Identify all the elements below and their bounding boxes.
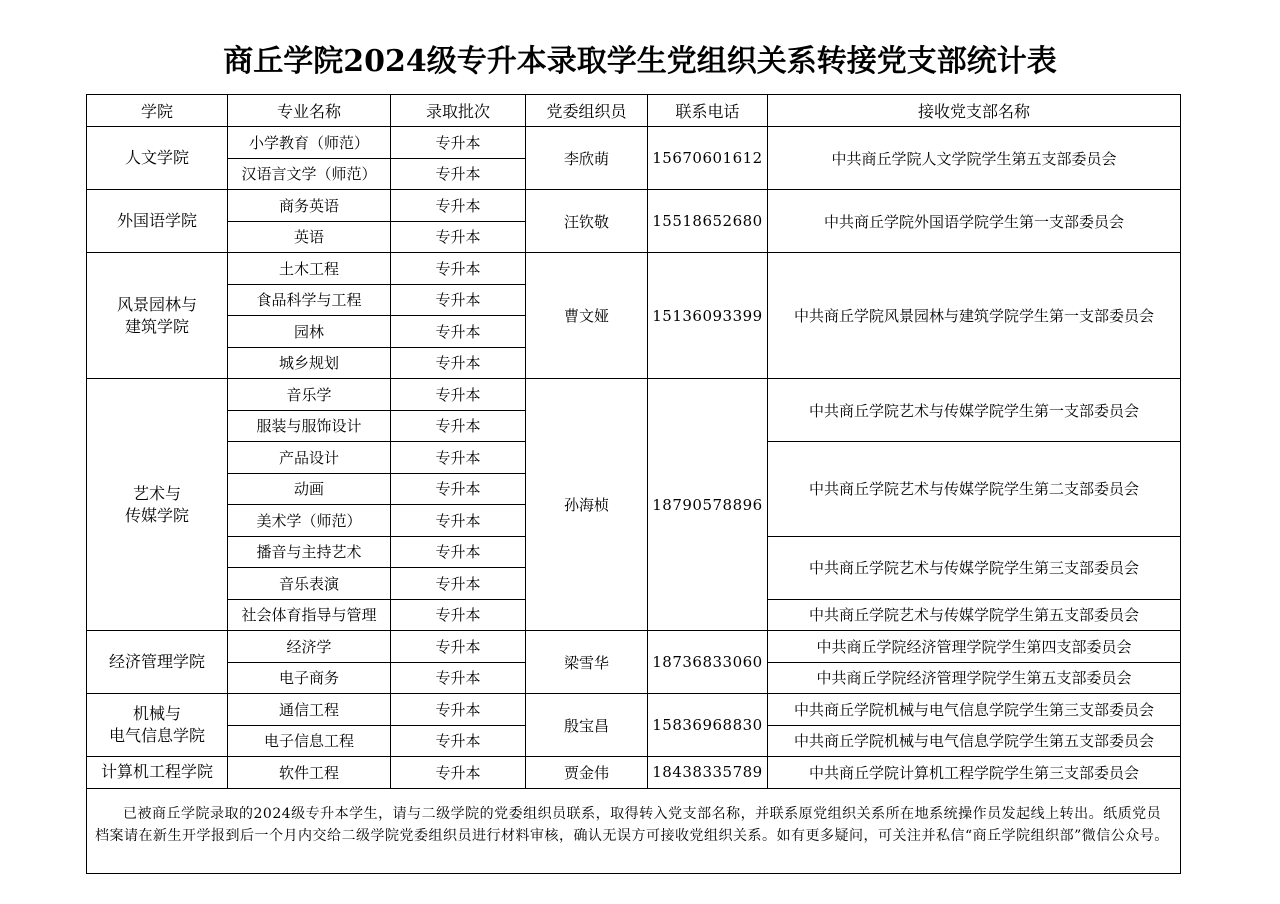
major-cell: 电子信息工程 [228,725,391,757]
batch-cell: 专升本 [391,568,526,600]
batch-cell: 专升本 [391,127,526,159]
note-row [87,788,1181,873]
branch-cell: 中共商丘学院艺术与传媒学院学生第一支部委员会 [768,379,1181,442]
batch-cell: 专升本 [391,379,526,411]
college-name-line1: 风景园林与 [116,294,197,314]
table-row [87,694,1181,726]
major-cell: 软件工程 [228,757,391,789]
phone-cell: 15518652680 [648,190,768,253]
college-cell: 人文学院 [87,127,228,190]
major-cell: 土木工程 [228,253,391,285]
major-cell: 通信工程 [228,694,391,726]
major-cell: 经济学 [228,631,391,663]
college-cell: 外国语学院 [87,190,228,253]
batch-cell: 专升本 [391,284,526,316]
batch-cell: 专升本 [391,473,526,505]
batch-cell: 专升本 [391,347,526,379]
organizer-cell: 梁雪华 [526,631,648,694]
college-cell: 经济管理学院 [87,631,228,694]
header-organizer: 党委组织员 [526,95,648,127]
table-row [87,379,1181,411]
phone-cell: 15136093399 [648,253,768,379]
major-cell: 动画 [228,473,391,505]
header-batch: 录取批次 [391,95,526,127]
table-row [87,253,1181,285]
batch-cell: 专升本 [391,158,526,190]
batch-cell: 专升本 [391,662,526,694]
batch-cell: 专升本 [391,442,526,474]
major-cell: 食品科学与工程 [228,284,391,316]
major-cell: 城乡规划 [228,347,391,379]
college-name-line2: 传媒学院 [124,505,189,525]
organizer-cell: 殷宝昌 [526,694,648,757]
batch-cell: 专升本 [391,316,526,348]
major-cell: 播音与主持艺术 [228,536,391,568]
organizer-cell: 汪钦敬 [526,190,648,253]
major-cell: 园林 [228,316,391,348]
table-row [87,190,1181,222]
branch-cell: 中共商丘学院艺术与传媒学院学生第二支部委员会 [768,442,1181,537]
major-cell: 小学教育（师范） [228,127,391,159]
major-cell: 服装与服饰设计 [228,410,391,442]
note-text: 已被商丘学院录取的2024级专升本学生，请与二级学院的党委组织员联系，取得转入党支部名称，并联系原党组织关系所在地系统操作员发起线上转出。纸质党员档案请在新生开学报到后一个月内交给二级学院党委组织员进行材料审核，确认无误方可接收党组织关系。如有更多疑问，可关注并私信“商丘学院组织部”微信公众号。 [87,788,1181,873]
table-row [87,631,1181,663]
batch-cell: 专升本 [391,694,526,726]
branch-cell: 中共商丘学院外国语学院学生第一支部委员会 [768,190,1181,253]
branch-cell: 中共商丘学院风景园林与建筑学院学生第一支部委员会 [768,253,1181,379]
college-cell [87,379,228,631]
batch-cell: 专升本 [391,536,526,568]
college-name-line1: 机械与 [132,704,181,723]
table-row [87,757,1181,789]
batch-cell: 专升本 [391,253,526,285]
phone-cell: 15836968830 [648,694,768,757]
batch-cell: 专升本 [391,505,526,537]
organizer-cell: 孙海桢 [526,379,648,631]
phone-cell: 18438335789 [648,757,768,789]
batch-cell: 专升本 [391,631,526,663]
statistics-table [86,94,1181,874]
batch-cell: 专升本 [391,410,526,442]
batch-cell: 专升本 [391,599,526,631]
branch-cell: 中共商丘学院机械与电气信息学院学生第三支部委员会 [768,694,1181,726]
major-cell: 商务英语 [228,190,391,222]
organizer-cell: 贾金伟 [526,757,648,789]
branch-cell: 中共商丘学院人文学院学生第五支部委员会 [768,127,1181,190]
page-title: 商丘学院2024级专升本录取学生党组织关系转接党支部统计表 [223,44,1057,79]
table-header-row [87,95,1181,127]
major-cell: 产品设计 [228,442,391,474]
branch-cell: 中共商丘学院艺术与传媒学院学生第三支部委员会 [768,536,1181,599]
major-cell: 英语 [228,221,391,253]
batch-cell: 专升本 [391,757,526,789]
college-cell: 计算机工程学院 [87,757,228,789]
organizer-cell: 曹文娅 [526,253,648,379]
major-cell: 美术学（师范） [228,505,391,537]
header-branch: 接收党支部名称 [768,95,1181,127]
branch-cell: 中共商丘学院经济管理学院学生第四支部委员会 [768,631,1181,663]
header-phone: 联系电话 [648,95,768,127]
batch-cell: 专升本 [391,190,526,222]
major-cell: 汉语言文学（师范） [228,158,391,190]
phone-cell: 15670601612 [648,127,768,190]
branch-cell: 中共商丘学院计算机工程学院学生第三支部委员会 [768,757,1181,789]
batch-cell: 专升本 [391,725,526,757]
college-cell [87,253,228,379]
major-cell: 音乐表演 [228,568,391,600]
college-name-line2: 建筑学院 [124,316,189,336]
phone-cell: 18790578896 [648,379,768,631]
major-cell: 电子商务 [228,662,391,694]
college-name-line2: 电气信息学院 [108,726,205,745]
branch-cell: 中共商丘学院经济管理学院学生第五支部委员会 [768,662,1181,694]
header-college: 学院 [87,95,228,127]
organizer-cell: 李欣萌 [526,127,648,190]
table-row [87,127,1181,159]
branch-cell: 中共商丘学院机械与电气信息学院学生第五支部委员会 [768,725,1181,757]
phone-cell: 18736833060 [648,631,768,694]
header-major: 专业名称 [228,95,391,127]
college-name-line1: 艺术与 [132,483,181,503]
batch-cell: 专升本 [391,221,526,253]
branch-cell: 中共商丘学院艺术与传媒学院学生第五支部委员会 [768,599,1181,631]
major-cell: 音乐学 [228,379,391,411]
major-cell: 社会体育指导与管理 [228,599,391,631]
college-cell [87,694,228,757]
